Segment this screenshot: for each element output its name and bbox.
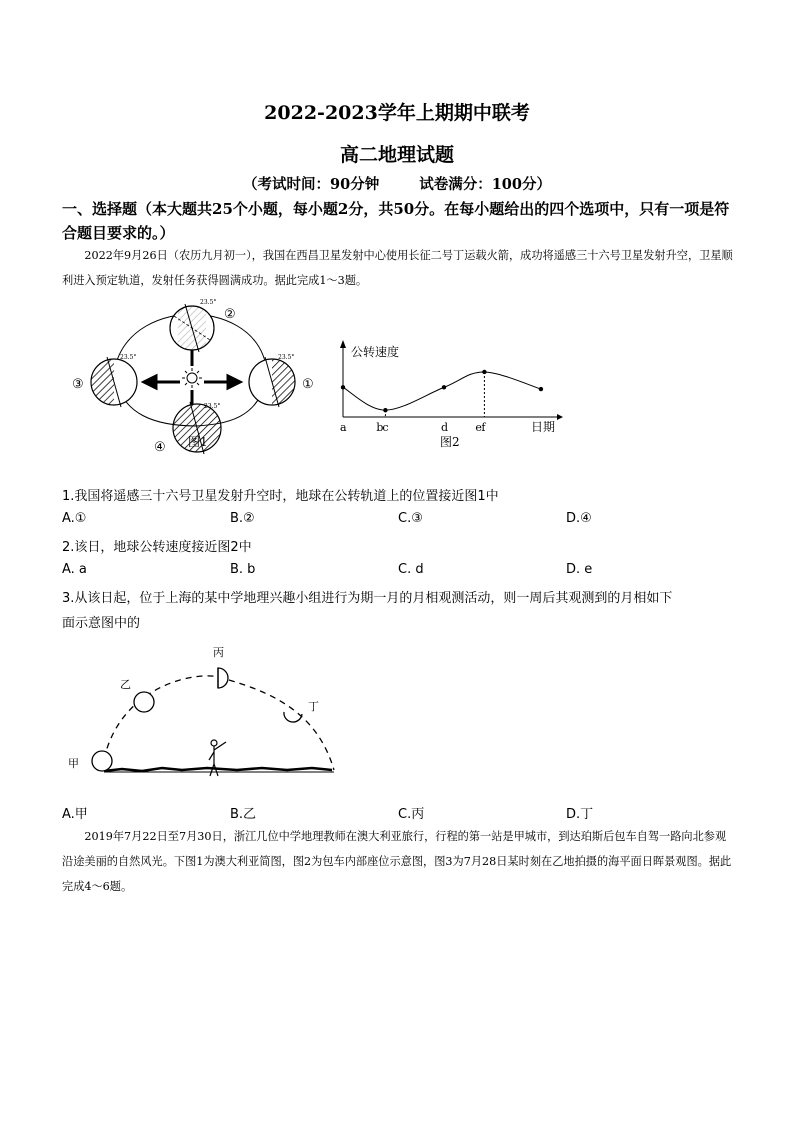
speed-curve — [343, 372, 541, 410]
q1-option-b[interactable]: B.② — [230, 511, 255, 526]
moon-label-jia: 甲 — [68, 757, 79, 770]
earth-position-1 — [249, 354, 295, 407]
moon-jia-icon — [92, 751, 112, 771]
sun-icon — [182, 368, 202, 388]
position-label-4: ④ — [154, 440, 166, 455]
figure-1-orbit-diagram — [72, 296, 322, 455]
section-heading: 一、选择题（本大题共25个小题，每小题2分，共50分。在每小题给出的四个选项中，只有一项是符合题目要求的。） — [62, 200, 730, 242]
q2-option-a[interactable]: A. a — [62, 562, 87, 577]
q3-option-b[interactable]: B.乙 — [230, 807, 257, 822]
moon-path-arc — [104, 676, 334, 770]
exam-info — [0, 173, 794, 194]
question-3-stem-line-2: 面示意图中的 — [62, 616, 141, 631]
q3-option-d[interactable]: D.丁 — [566, 807, 594, 822]
speed-point-4 — [539, 387, 543, 391]
x-tick-a: a — [340, 421, 347, 434]
question-3-stem-line-1: 3.从该日起，位于上海的某中学地理兴趣小组进行为期一月的月相观测活动，则一周后其观测到的月相如下 — [62, 591, 673, 606]
exam-time: （考试时间：90分钟 — [243, 176, 380, 193]
y-axis-label: 公转速度 — [351, 345, 400, 359]
moon-bing-icon — [218, 668, 228, 688]
question-2-stem: 2.该日，地球公转速度接近图2中 — [62, 540, 252, 555]
figure-1-caption: 图1 — [188, 435, 208, 449]
horizon-ground — [104, 768, 332, 771]
exam-title: 2022-2023学年上期期中联考 — [264, 102, 530, 124]
passage-2: 2019年7月22日至7月30日，浙江几位中学地理教师在澳大利亚旅行，行程的第一站是甲城市，到达珀斯后包车自驾一路向北参观沿途美丽的自然风光。下图1为澳大利亚简图，图2为包车内部座位示意图，图3为7月28日某时刻在乙地拍摄的海平面日晖景观图。据此完成4～6题。 — [62, 830, 732, 893]
speed-point-2 — [442, 385, 446, 389]
q2-option-d[interactable]: D. e — [566, 562, 593, 577]
q1-option-a[interactable]: A.① — [62, 511, 87, 526]
q2-option-c[interactable]: C. d — [398, 562, 424, 577]
x-tick-c: c — [382, 421, 389, 434]
q1-option-d[interactable]: D.④ — [566, 511, 592, 526]
x-tick-f: f — [481, 421, 486, 434]
position-label-1: ① — [302, 377, 314, 392]
moon-ding-icon — [284, 712, 302, 722]
x-tick-d: d — [441, 421, 449, 434]
x-tick-e: e — [475, 421, 482, 434]
angle-label: 23.5° — [120, 354, 137, 361]
exam-subtitle: 高二地理试题 — [339, 144, 454, 166]
question-1-stem: 1.我国将遥感三十六号卫星发射升空时，地球在公转轨道上的位置接近图1中 — [62, 489, 499, 504]
moon-label-yi: 乙 — [120, 678, 131, 691]
q3-option-a[interactable]: A.甲 — [62, 807, 88, 822]
x-tick-b: b — [376, 421, 384, 434]
x-axis-label: 日期 — [531, 420, 556, 434]
speed-point-0 — [341, 385, 345, 389]
angle-label: 23.5° — [200, 299, 217, 306]
earth-position-2 — [170, 299, 216, 352]
moon-label-ding: 丁 — [308, 700, 319, 713]
angle-label: 23.5° — [204, 403, 221, 410]
figure-2-caption: 图2 — [440, 435, 460, 449]
position-label-2: ② — [224, 307, 236, 322]
q3-option-c[interactable]: C.丙 — [398, 807, 425, 822]
passage-1: 2022年9月26日（农历九月初一），我国在西昌卫星发射中心使用长征二号丁运载火箭，成功将遥感三十六号卫星发射升空，卫星顺利进入预定轨道，发射任务获得圆满成功。据此完成1～3题。 — [62, 249, 733, 287]
earth-position-3 — [91, 354, 137, 407]
angle-label: 23.5° — [278, 354, 295, 361]
q1-option-c[interactable]: C.③ — [398, 511, 423, 526]
moon-label-bing: 丙 — [213, 646, 224, 659]
full-score: 试卷满分：100分） — [419, 176, 551, 193]
q2-option-b[interactable]: B. b — [230, 562, 256, 577]
position-label-3: ③ — [72, 377, 84, 392]
moon-yi-icon — [134, 692, 154, 712]
moon-phase-diagram — [62, 642, 347, 792]
observer-figure-icon — [209, 740, 226, 776]
